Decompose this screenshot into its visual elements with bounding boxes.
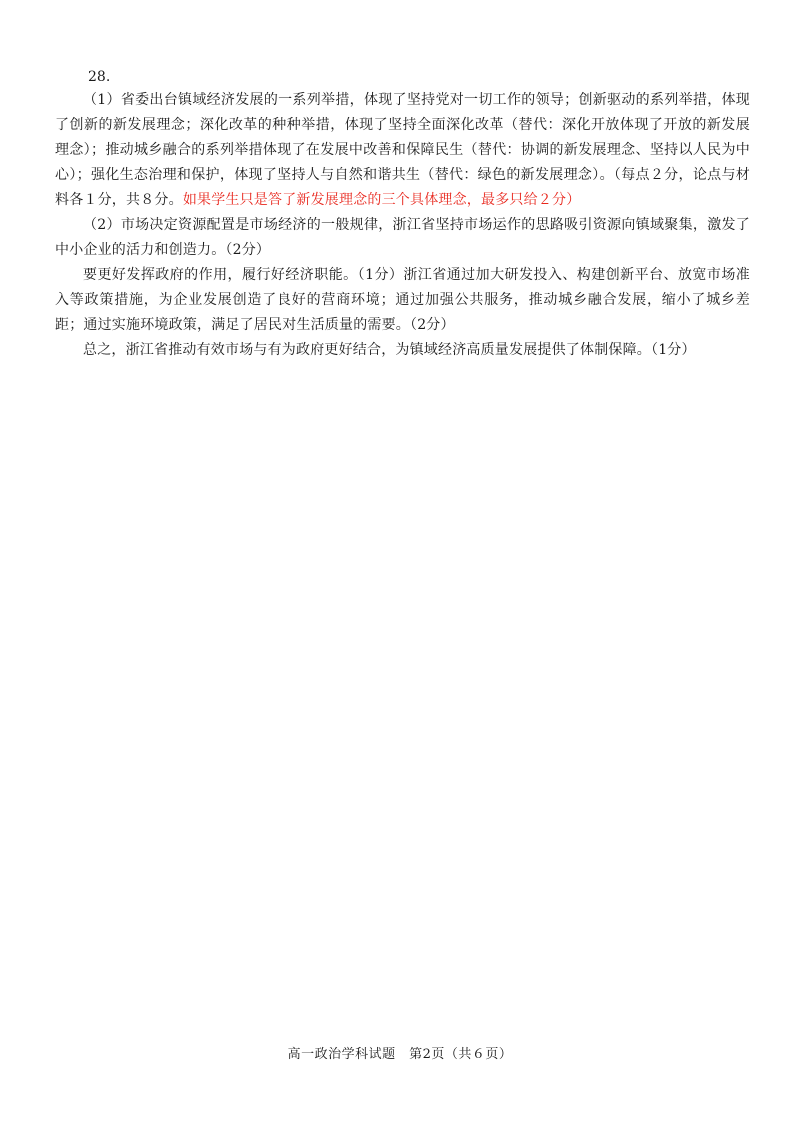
part1-paragraph <box>55 88 750 213</box>
part1-text: （1）省委出台镇域经济发展的一系列举措，体现了坚持党对一切工作的领导；创新驱动的系列举措，体现了创新的新发展理念；深化改革的种种举措，体现了坚持全面深化改革（替代：深化开放体现了开放的新发展理念）；推动城乡融合的系列举措体现了在发展中改善和保障民生（替代：协调的新发展理念、坚持以人民为中心）；强化生态治理和保护，体现了坚持人与自然和谐共生（替代：绿色的新发展理念）。（每点２分，论点与材料各１分，共８分。 <box>55 92 750 208</box>
question-number: 28. <box>88 69 111 85</box>
answer-content <box>55 66 750 363</box>
part2-paragraph-2: 要更好发挥政府的作用，履行好经济职能。（1分）浙江省通过加大研发投入、构建创新平台、放宽市场准入等政策措施，为企业发展创造了良好的营商环境；通过加强公共服务，推动城乡融合发展，缩小了城乡差距；通过实施环境政策，满足了居民对生活质量的需要。（2分） <box>55 267 750 333</box>
part2-paragraph-1: （2）市场决定资源配置是市场经济的一般规律，浙江省坚持市场运作的思路吸引资源向镇域聚集，激发了中小企业的活力和创造力。（2分） <box>55 217 750 258</box>
page-footer: 高一政治学科试题 第2页（共６页） <box>287 1047 513 1062</box>
part1-grading-note: 如果学生只是答了新发展理念的三个具体理念，最多只给２分） <box>182 192 581 208</box>
part2-paragraph-3: 总之，浙江省推动有效市场与有为政府更好结合，为镇域经济高质量发展提供了体制保障。（1分） <box>83 342 696 358</box>
